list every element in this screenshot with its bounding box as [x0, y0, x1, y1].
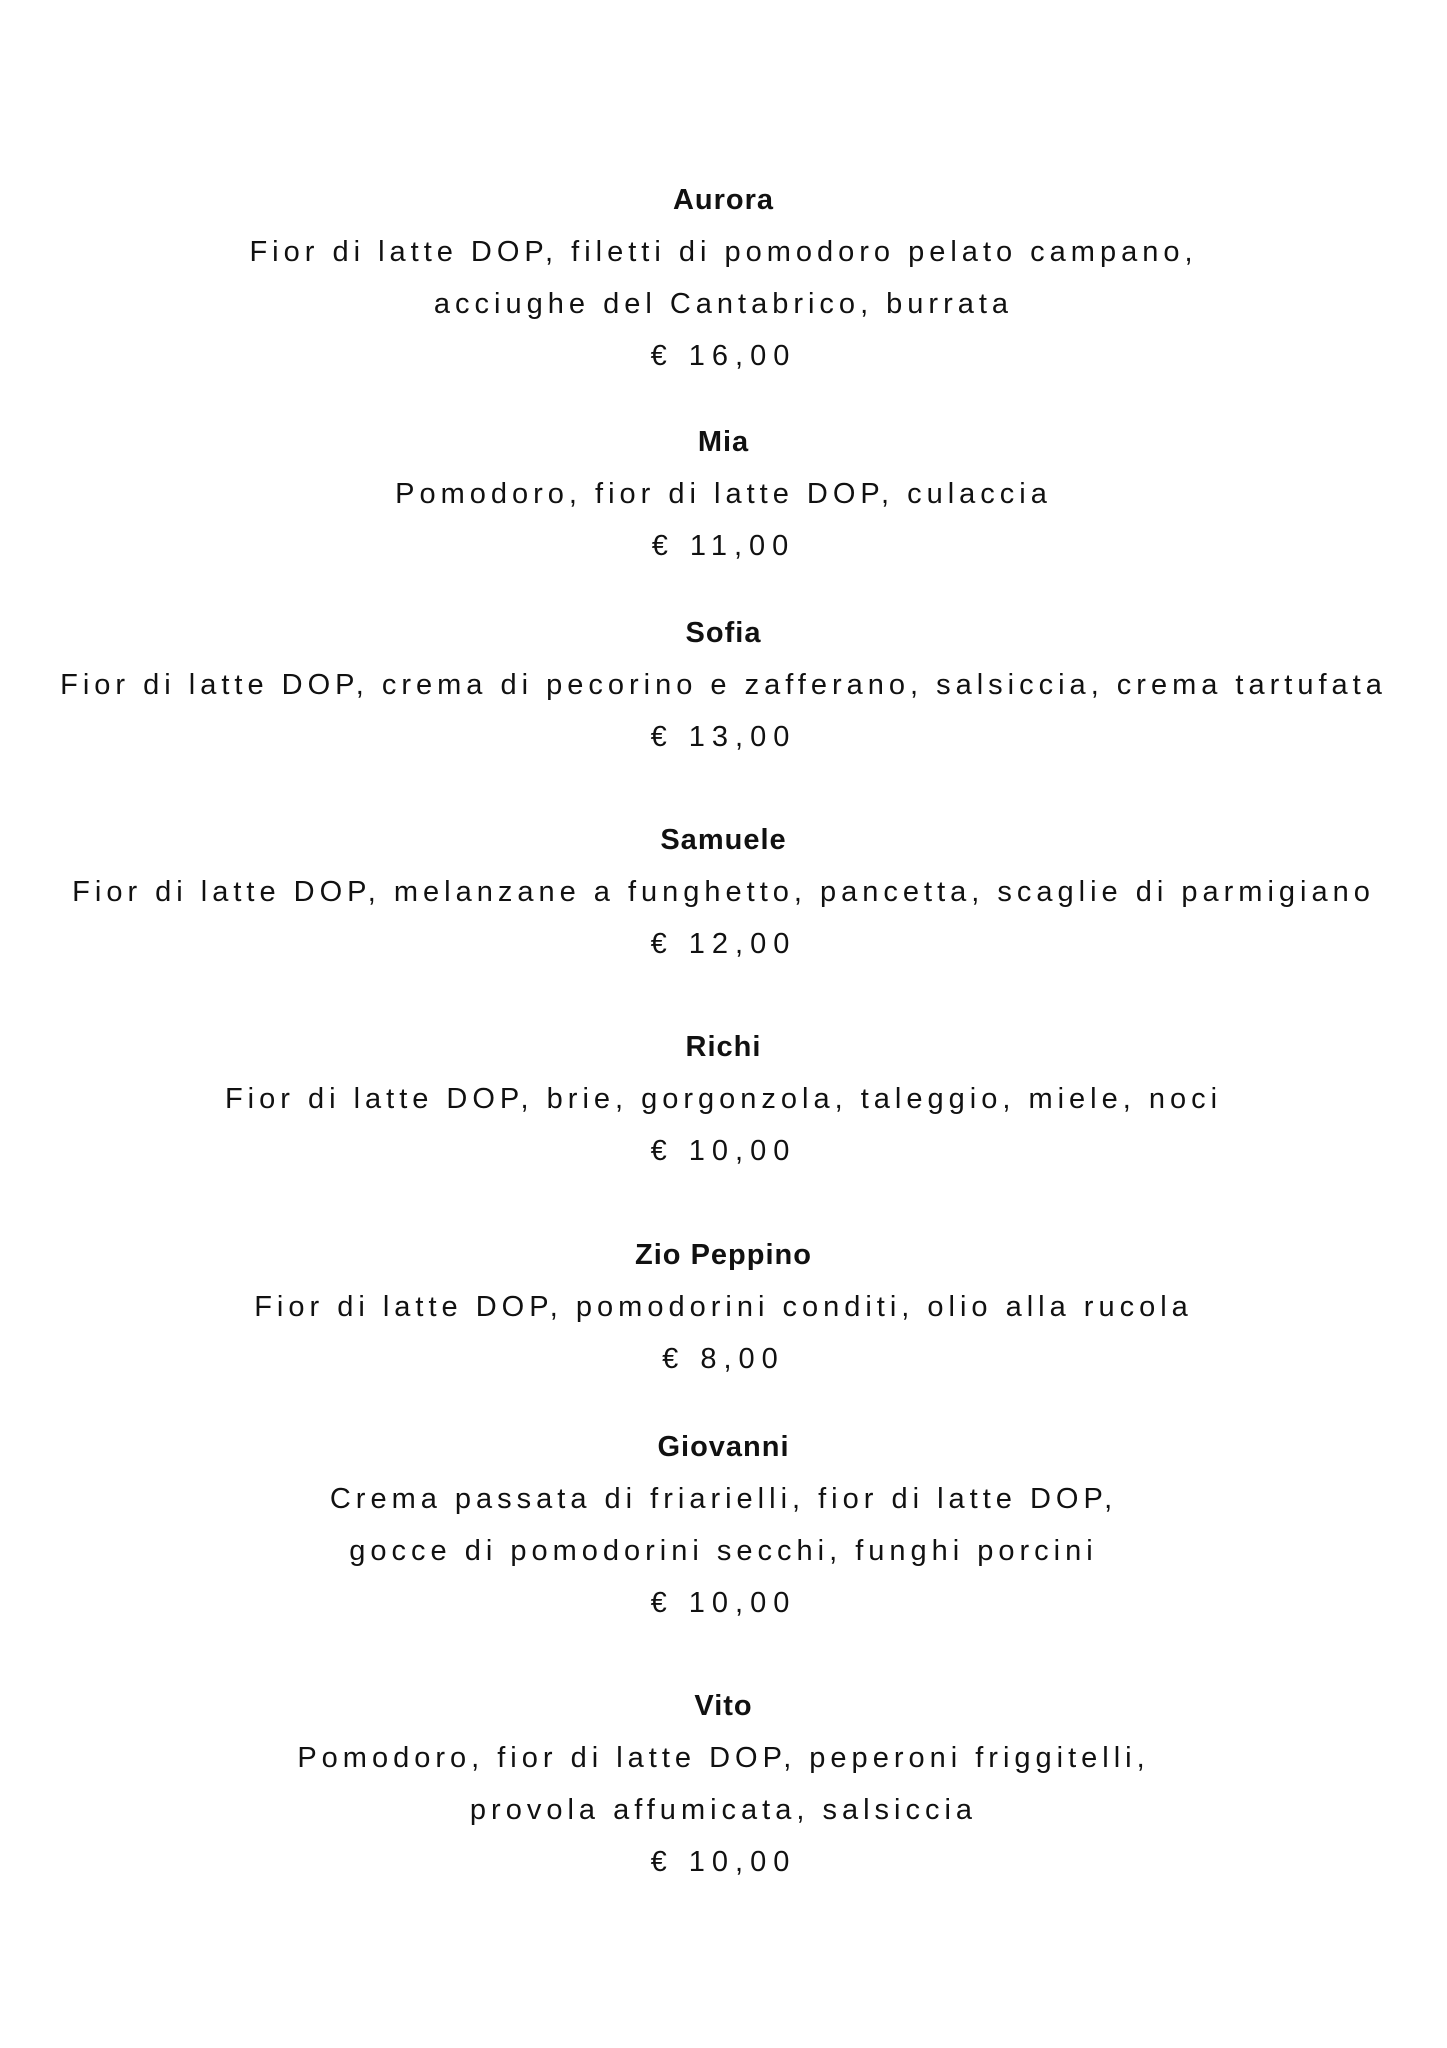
item-description-line: Fior di latte DOP, brie, gorgonzola, taleggio, miele, noci: [224, 1083, 1223, 1115]
item-name: Mia: [697, 426, 750, 458]
item-description-line: Pomodoro, fior di latte DOP, culaccia: [395, 478, 1052, 510]
menu-item-giovanni: [0, 1421, 1447, 1629]
item-price: € 16,00: [650, 340, 797, 372]
item-price: € 10,00: [650, 1587, 797, 1619]
item-name: Samuele: [660, 824, 787, 856]
item-price: € 8,00: [662, 1343, 785, 1375]
menu-item-zio-peppino: [0, 1229, 1447, 1385]
item-name: Vito: [694, 1690, 753, 1722]
item-description-line: Fior di latte DOP, pomodorini conditi, olio alla rucola: [254, 1291, 1193, 1323]
item-price: € 13,00: [650, 721, 797, 753]
item-name: Giovanni: [657, 1431, 790, 1463]
menu-item-mia: [0, 416, 1447, 572]
item-name: Sofia: [685, 617, 762, 649]
item-price: € 10,00: [650, 1135, 797, 1167]
item-description-line: Fior di latte DOP, filetti di pomodoro pelato campano,: [249, 236, 1198, 268]
item-description-line: Crema passata di friarielli, fior di latte DOP,: [329, 1483, 1118, 1515]
item-description-line: Fior di latte DOP, melanzane a funghetto, pancetta, scaglie di parmigiano: [72, 876, 1375, 908]
menu-item-sofia: [0, 607, 1447, 763]
menu-item-richi: [0, 1021, 1447, 1177]
item-name: Aurora: [672, 184, 775, 216]
item-name: Zio Peppino: [635, 1239, 812, 1271]
item-description-line: acciughe del Cantabrico, burrata: [433, 288, 1014, 320]
menu-item-samuele: [0, 814, 1447, 970]
item-name: Richi: [685, 1031, 762, 1063]
menu-item-vito: [0, 1680, 1447, 1888]
item-price: € 11,00: [651, 530, 796, 562]
item-price: € 10,00: [650, 1846, 797, 1878]
item-description-line: provola affumicata, salsiccia: [469, 1794, 978, 1826]
item-price: € 12,00: [650, 928, 797, 960]
item-description-line: gocce di pomodorini secchi, funghi porcini: [349, 1535, 1098, 1567]
item-description-line: Fior di latte DOP, crema di pecorino e zafferano, salsiccia, crema tartufata: [60, 669, 1387, 701]
item-description-line: Pomodoro, fior di latte DOP, peperoni friggitelli,: [297, 1742, 1150, 1774]
menu-item-aurora: [0, 174, 1447, 382]
